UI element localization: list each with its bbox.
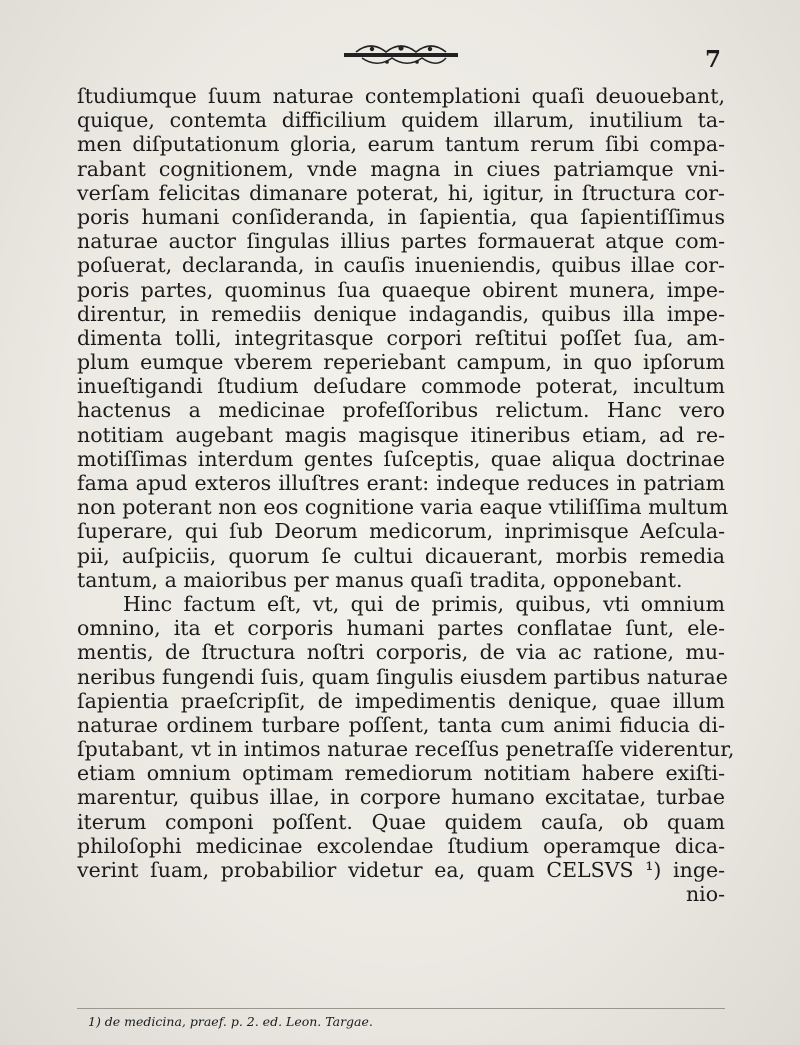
text-line: rabant cognitionem, vnde magna in ciues patriamque vni- xyxy=(77,156,725,181)
text-line: marentur, quibus illae, in corpore humano excitatae, turbae xyxy=(77,785,725,810)
text-line: men diſputationum gloria, earum tantum rerum ſibi compa- xyxy=(77,132,725,157)
text-line: iterum componi poſſent. Quae quidem cauſa, ob quam xyxy=(77,809,725,834)
text-line: etiam omnium optimam remediorum notitiam habere exiſti- xyxy=(77,761,725,786)
footnote: 1) de medicina, praef. p. 2. ed. Leon. Targae. xyxy=(88,1014,373,1029)
text-line: ſapientia praeſcripſit, de impedimentis denique, quae illum xyxy=(77,688,725,713)
text-line: neribus fungendi ſuis, quam ſingulis eiusdem partibus naturae xyxy=(77,664,728,689)
text-line: verint ſuam, probabilior videtur ea, quam CELSVS ¹) inge- xyxy=(77,858,725,882)
text-line: fama apud exteros illuſtres erant: indeque reduces in patriam xyxy=(77,471,725,495)
text-line: ſtudiumque ſuum naturae contemplationi quaſi deuouebant, xyxy=(77,84,725,108)
body-text xyxy=(77,84,735,907)
text-line: omnino, ita et corporis humani partes conflatae ſunt, ele- xyxy=(77,616,725,641)
text-line: notitiam augebant magis magisque itineribus etiam, ad re- xyxy=(77,422,725,447)
text-line: poris humani conſideranda, in ſapientia, qua ſapientiſſimus xyxy=(77,204,725,229)
text-line: mentis, de ſtructura noſtri corporis, de via ac ratione, mu- xyxy=(77,640,725,665)
text-line: direntur, in remediis denique indagandis, quibus illa impe- xyxy=(77,301,725,326)
text-line: inueſtigandi ſtudium deſudare commode poterat, incultum xyxy=(77,374,725,399)
text-line: motiſſimas interdum gentes ſuſceptis, quae aliqua doctrinae xyxy=(77,446,725,471)
text-line: hactenus a medicinae profeſſoribus relictum. Hanc vero xyxy=(77,398,725,423)
text-line: naturae auctor ſingulas illius partes formauerat atque com- xyxy=(77,229,725,254)
text-line: tantum, a maioribus per manus quaſi tradita, opponebant. xyxy=(77,567,683,592)
text-line: poſuerat, declaranda, in cauſis inueniendis, quibus illae cor- xyxy=(77,253,725,278)
text-line: poris partes, quominus ſua quaeque obirent munera, impe- xyxy=(77,277,725,302)
text-line: dimenta tolli, integritasque corpori reſtitui poſſet ſua, am- xyxy=(77,325,725,350)
text-line: ſputabant, vt in intimos naturae receſſus penetraſſe viderentur, xyxy=(77,737,735,762)
text-line: naturae ordinem turbare poſſent, tanta cum animi fiducia di- xyxy=(77,712,725,737)
text-line: ſuperare, qui ſub Deorum medicorum, inprimisque Aeſcula- xyxy=(77,519,725,544)
footnote-rule xyxy=(77,1008,725,1009)
text-line: verſam felicitas dimanare poterat, hi, igitur, in ſtructura cor- xyxy=(77,180,725,205)
text-line: plum eumque vberem reperiebant campum, in quo ipſorum xyxy=(77,350,725,375)
text-line: quique, contemta difficilium quidem illarum, inutilium ta- xyxy=(77,108,725,133)
catchword: nio- xyxy=(685,882,725,907)
header-ornament xyxy=(342,44,460,66)
text-line: philoſophi medicinae excolendae ſtudium operamque dica- xyxy=(77,833,725,858)
text-line: pii, auſpiciis, quorum ſe cultui dicauerant, morbis remedia xyxy=(77,543,725,568)
text-line: non poterant non eos cognitione varia eaque vtiliſſima multum xyxy=(77,495,729,520)
text-line: Hinc factum eſt, vt, qui de primis, quibus, vti omnium xyxy=(123,591,725,616)
page-number: 7 xyxy=(705,46,722,73)
